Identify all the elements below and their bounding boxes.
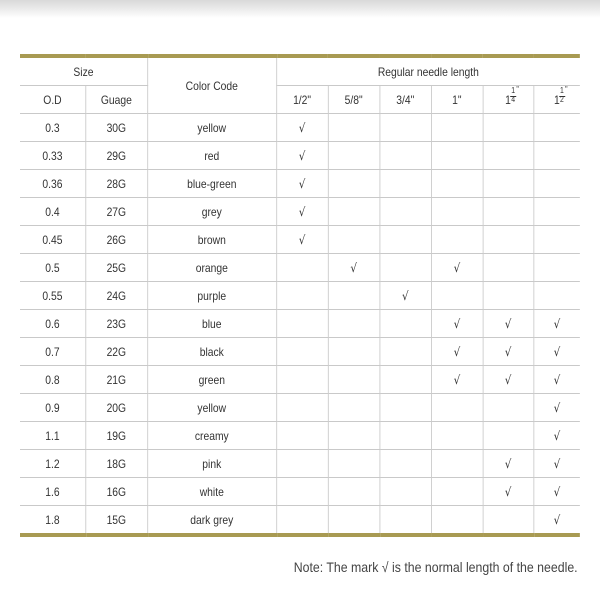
gauge-cell: 20G (85, 394, 147, 422)
inch-mark: " (565, 84, 568, 94)
check-mark: √ (504, 372, 512, 387)
length-mark-cell (276, 310, 328, 338)
length-mark-cell (483, 366, 534, 394)
od-cell: 0.7 (20, 338, 85, 366)
table-row (20, 310, 580, 338)
length-mark-cell (276, 198, 328, 226)
size-header: Size (20, 56, 147, 86)
check-mark: √ (504, 456, 512, 471)
length-mark-cell (379, 114, 431, 142)
table-row (20, 170, 580, 198)
gauge-cell: 21G (85, 366, 147, 394)
table-row (20, 450, 580, 478)
length-mark-cell (533, 226, 580, 254)
table-row (20, 254, 580, 282)
gauge-cell: 30G (85, 114, 147, 142)
length-mark-cell (533, 254, 580, 282)
check-mark: √ (553, 456, 561, 471)
gauge-cell: 28G (85, 170, 147, 198)
length-mark-cell (328, 254, 380, 282)
length-mark-cell (533, 170, 580, 198)
length-mark-cell (276, 170, 328, 198)
color-cell: yellow (147, 114, 276, 142)
color-cell: white (147, 478, 276, 506)
check-mark: √ (453, 260, 461, 275)
needle-size-table (20, 54, 580, 537)
table-row (20, 338, 580, 366)
length-mark-cell (533, 422, 580, 450)
od-cell: 0.45 (20, 226, 85, 254)
od-cell: 0.5 (20, 254, 85, 282)
length-mark-cell (328, 198, 380, 226)
length-mark-cell (483, 282, 534, 310)
length-mark-cell (431, 198, 483, 226)
gauge-cell: 25G (85, 254, 147, 282)
length-mark-cell (483, 422, 534, 450)
gauge-cell: 22G (85, 338, 147, 366)
length-mark-cell (328, 114, 380, 142)
od-cell: 0.6 (20, 310, 85, 338)
check-mark: √ (350, 260, 357, 275)
length-mark-cell (483, 114, 534, 142)
color-cell: yellow (147, 394, 276, 422)
od-cell: 0.36 (20, 170, 85, 198)
table-row (20, 142, 580, 170)
table-row (20, 478, 580, 506)
color-code-header: Color Code (147, 56, 276, 114)
length-mark-cell (533, 338, 580, 366)
length-mark-cell (379, 198, 431, 226)
length-mark-cell (533, 310, 580, 338)
check-mark: √ (453, 372, 461, 387)
length-mark-cell (328, 170, 380, 198)
length-mark-cell (431, 478, 483, 506)
check-mark: √ (504, 344, 512, 359)
header-row-top (20, 56, 580, 86)
length-mark-cell (431, 422, 483, 450)
gauge-cell: 26G (85, 226, 147, 254)
od-cell: 0.55 (20, 282, 85, 310)
color-cell: black (147, 338, 276, 366)
table-row (20, 114, 580, 142)
frac-numerator: 1 (560, 85, 564, 95)
length-mark-cell (276, 366, 328, 394)
length-mark-cell (431, 282, 483, 310)
color-cell: brown (147, 226, 276, 254)
od-header: O.D (20, 86, 85, 114)
length-mark-cell (533, 114, 580, 142)
gauge-header: Guage (85, 86, 147, 114)
length-mark-cell (276, 422, 328, 450)
table-row (20, 198, 580, 226)
table-row (20, 422, 580, 450)
length-header-one: 1" (431, 86, 483, 114)
od-cell: 1.1 (20, 422, 85, 450)
gauge-cell: 19G (85, 422, 147, 450)
length-mark-cell (276, 114, 328, 142)
length-mark-cell (276, 450, 328, 478)
check-mark: √ (298, 176, 306, 191)
length-mark-cell (328, 366, 380, 394)
color-cell: blue (147, 310, 276, 338)
check-mark: √ (553, 400, 561, 415)
length-mark-cell (483, 226, 534, 254)
check-mark: √ (553, 512, 561, 527)
top-shadow-bar (0, 0, 600, 18)
check-mark: √ (553, 316, 561, 331)
color-cell: grey (147, 198, 276, 226)
length-mark-cell (533, 366, 580, 394)
color-cell: pink (147, 450, 276, 478)
length-mark-cell (431, 226, 483, 254)
gauge-cell: 24G (85, 282, 147, 310)
length-mark-cell (328, 422, 380, 450)
check-mark: √ (453, 344, 461, 359)
note-text: Note: The mark √ is the normal length of the needle. (294, 559, 578, 575)
length-mark-cell (431, 338, 483, 366)
length-mark-cell (431, 506, 483, 536)
length-header-three-quarters: 3/4" (379, 86, 431, 114)
length-mark-cell (328, 478, 380, 506)
gauge-cell: 23G (85, 310, 147, 338)
frac-numerator: 1 (511, 85, 516, 95)
od-cell: 1.2 (20, 450, 85, 478)
length-header-half: 1/2" (276, 86, 328, 114)
frac-denominator: 2 (560, 94, 564, 104)
length-mark-cell (379, 450, 431, 478)
length-mark-cell (533, 450, 580, 478)
length-mark-cell (431, 310, 483, 338)
length-mark-cell (533, 506, 580, 536)
color-cell: green (147, 366, 276, 394)
frac-whole: 1 (505, 92, 511, 107)
length-mark-cell (379, 170, 431, 198)
length-mark-cell (533, 198, 580, 226)
length-mark-cell (328, 142, 380, 170)
color-cell: purple (147, 282, 276, 310)
length-mark-cell (533, 478, 580, 506)
od-cell: 0.9 (20, 394, 85, 422)
length-mark-cell (533, 394, 580, 422)
frac-whole: 1 (554, 92, 560, 107)
length-header-one-quarter (483, 86, 534, 114)
table-row (20, 282, 580, 310)
color-cell: creamy (147, 422, 276, 450)
length-mark-cell (379, 310, 431, 338)
length-mark-cell (276, 226, 328, 254)
check-mark: √ (401, 288, 409, 303)
length-mark-cell (483, 254, 534, 282)
length-mark-cell (276, 282, 328, 310)
length-mark-cell (483, 450, 534, 478)
length-mark-cell (328, 310, 380, 338)
length-mark-cell (483, 198, 534, 226)
length-mark-cell (379, 394, 431, 422)
length-mark-cell (379, 506, 431, 536)
check-mark: √ (298, 148, 306, 163)
check-mark: √ (298, 232, 306, 247)
check-mark: √ (553, 344, 561, 359)
length-mark-cell (276, 394, 328, 422)
length-mark-cell (276, 506, 328, 536)
length-mark-cell (379, 226, 431, 254)
length-mark-cell (328, 226, 380, 254)
check-mark: √ (553, 428, 561, 443)
od-cell: 0.33 (20, 142, 85, 170)
length-mark-cell (431, 366, 483, 394)
check-mark: √ (504, 316, 512, 331)
needle-length-header: Regular needle length (276, 56, 580, 86)
length-mark-cell (431, 254, 483, 282)
check-mark: √ (553, 484, 561, 499)
od-cell: 0.4 (20, 198, 85, 226)
length-mark-cell (379, 338, 431, 366)
od-cell: 0.3 (20, 114, 85, 142)
check-mark: √ (298, 204, 306, 219)
length-mark-cell (483, 338, 534, 366)
length-mark-cell (379, 142, 431, 170)
table-row (20, 366, 580, 394)
length-mark-cell (379, 478, 431, 506)
length-mark-cell (276, 254, 328, 282)
od-cell: 1.8 (20, 506, 85, 536)
gauge-cell: 18G (85, 450, 147, 478)
length-mark-cell (328, 282, 380, 310)
fraction-one-and-quarter (505, 84, 519, 107)
length-mark-cell (533, 282, 580, 310)
length-mark-cell (431, 450, 483, 478)
table-row (20, 226, 580, 254)
length-mark-cell (483, 170, 534, 198)
length-mark-cell (276, 338, 328, 366)
length-mark-cell (483, 478, 534, 506)
check-mark: √ (298, 120, 306, 135)
length-mark-cell (379, 422, 431, 450)
length-mark-cell (431, 114, 483, 142)
table-row (20, 394, 580, 422)
length-mark-cell (379, 254, 431, 282)
length-mark-cell (533, 142, 580, 170)
length-mark-cell (379, 282, 431, 310)
length-mark-cell (483, 142, 534, 170)
length-mark-cell (328, 394, 380, 422)
length-mark-cell (483, 506, 534, 536)
length-mark-cell (328, 450, 380, 478)
length-header-one-half (533, 86, 580, 114)
length-mark-cell (328, 506, 380, 536)
gauge-cell: 29G (85, 142, 147, 170)
color-cell: red (147, 142, 276, 170)
fraction-one-and-half (554, 84, 568, 107)
length-mark-cell (431, 394, 483, 422)
header-row-bottom (20, 86, 580, 114)
gauge-cell: 15G (85, 506, 147, 536)
length-header-five-eighths: 5/8" (328, 86, 380, 114)
gauge-cell: 16G (85, 478, 147, 506)
color-cell: dark grey (147, 506, 276, 536)
check-mark: √ (553, 372, 561, 387)
od-cell: 0.8 (20, 366, 85, 394)
length-mark-cell (276, 142, 328, 170)
length-mark-cell (379, 366, 431, 394)
length-mark-cell (431, 142, 483, 170)
table-body (20, 114, 580, 536)
length-mark-cell (328, 338, 380, 366)
length-mark-cell (431, 170, 483, 198)
frac-denominator: 4 (511, 94, 516, 104)
color-cell: orange (147, 254, 276, 282)
length-mark-cell (483, 394, 534, 422)
check-mark: √ (453, 316, 461, 331)
length-mark-cell (483, 310, 534, 338)
inch-mark: " (516, 84, 519, 94)
gauge-cell: 27G (85, 198, 147, 226)
color-cell: blue-green (147, 170, 276, 198)
check-mark: √ (504, 484, 512, 499)
od-cell: 1.6 (20, 478, 85, 506)
length-mark-cell (276, 478, 328, 506)
table-row (20, 506, 580, 536)
